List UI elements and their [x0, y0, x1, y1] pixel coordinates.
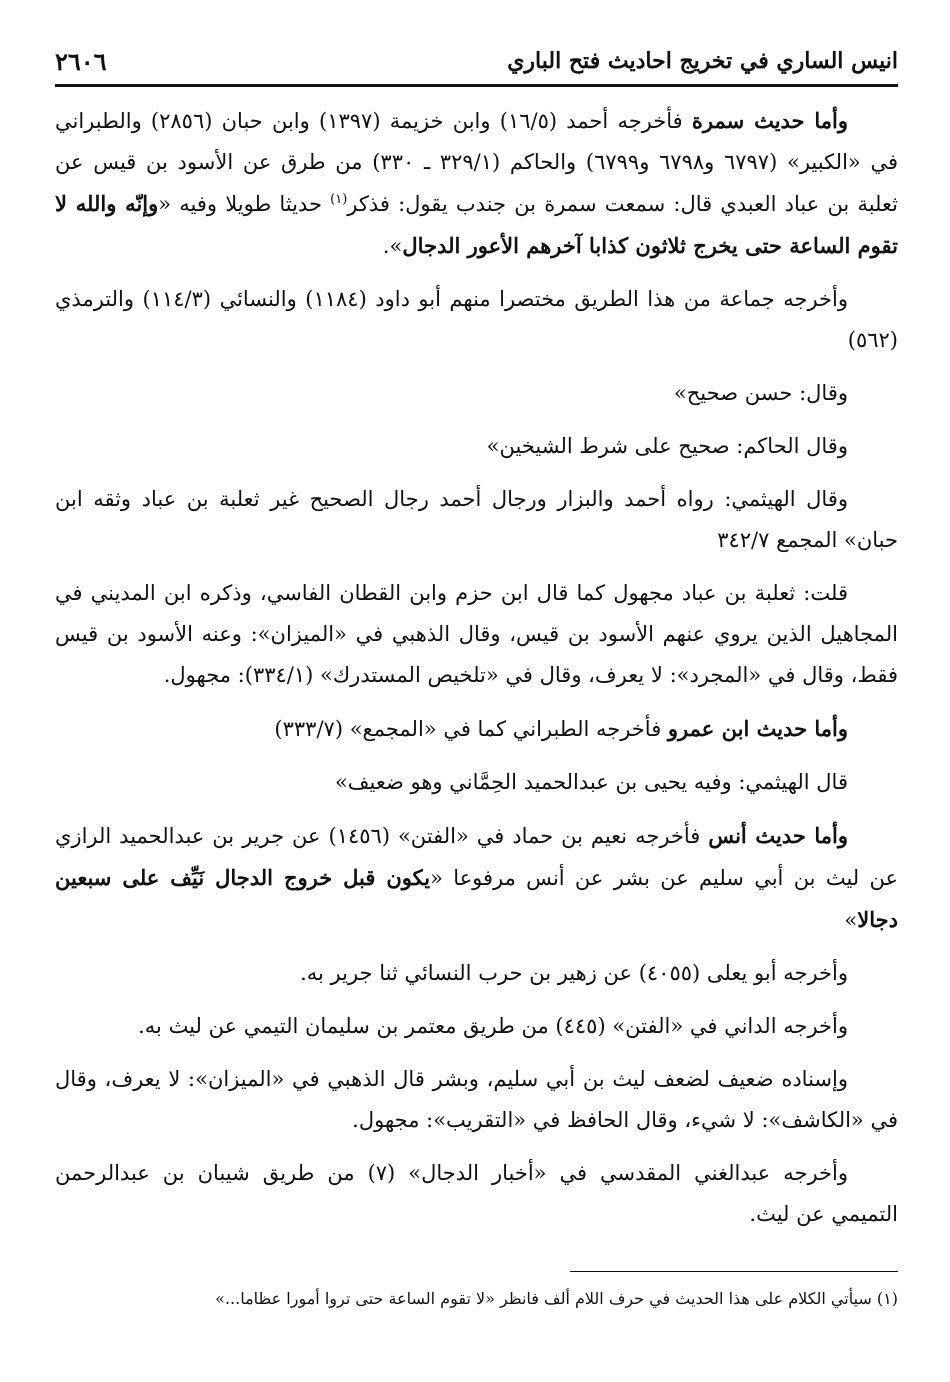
paragraph: وأخرجه جماعة من هذا الطريق مختصرا منهم أبو داود (١١٨٤) والنسائي (١١٤/٣) والترمذي (٥٦٢): [55, 287, 898, 352]
paragraph-anas: وأما حديث أنس فأخرجه نعيم بن حماد في «الفتن» (١٤٥٦) عن جرير بن عبدالحميد الرازي عن ليث بن أبي سليم عن بشر عن أنس مرفوعا «يكون قبل خروج الدجال نَيِّف على سبعين دجالا»: [55, 823, 898, 932]
footnote-separator: [570, 1271, 898, 1272]
header-rule: [55, 84, 898, 87]
running-header: [55, 40, 898, 82]
paragraph: قال الهيثمي: وفيه يحيى بن عبدالحميد الحِمَّاني وهو ضعيف»: [334, 770, 848, 794]
page-number: ٢٦٠٦: [55, 46, 107, 76]
paragraph: وقال: حسن صحيح»: [673, 381, 848, 405]
paragraph: وإسناده ضعيف لضعف ليث بن أبي سليم، وبشر قال الذهبي في «الميزان»: لا يعرف، وقال في «الكاشف»: لا شيء، وقال الحافظ في «التقريب»: مجهول.: [55, 1067, 898, 1132]
paragraph: قلت: ثعلبة بن عباد مجهول كما قال ابن حزم وابن القطان الفاسي، وذكره ابن المديني في المجاهيل الذين يروي عنهم الأسود بن قيس، وقال الذهبي في «الميزان»: وعنه الأسود بن قيس فقط، وقال في «المجرد»: لا يعرف، وقال في «تلخيص المستدرك» (٣٣٤/١): مجهول.: [55, 581, 898, 687]
paragraph: وأخرجه عبدالغني المقدسي في «أخبار الدجال» (٧) من طريق شيبان بن عبدالرحمن التميمي عن ليث.: [55, 1161, 898, 1226]
paragraph: وأخرجه أبو يعلى (٤٠٥٥) عن زهير بن حرب النسائي ثنا جرير به.: [300, 961, 848, 985]
paragraph: وقال الحاكم: صحيح على شرط الشيخين»: [486, 434, 848, 458]
footnote-number: (١): [876, 1289, 898, 1308]
paragraph-samura: وأما حديث سمرة فأخرجه أحمد (١٦/٥) وابن خزيمة (١٣٩٧) وابن حبان (٢٨٥٦) والطبراني في «الكبير» (٦٧٩٧ و٦٧٩٨ و٦٧٩٩) والحاكم (٣٢٩/١ ـ ٣٣٠) من طرق عن الأسود بن قيس عن ثعلبة بن عباد العبدي قال: سمعت سمرة بن جندب يقول: فذكر$^{(١)}$ حديثا طويلا وفيه «وإنّه والله لا تقوم الساعة حتى يخرج ثلاثون كذابا آخرهم الأعور الدجال».: [55, 108, 898, 258]
footnote: [55, 1284, 898, 1314]
main-text: [55, 100, 898, 1247]
paragraph: وأخرجه الداني في «الفتن» (٤٤٥) من طريق معتمر بن سليمان التيمي عن ليث به.: [138, 1014, 848, 1038]
bold-lead: وأما حديث ابن عمرو: [667, 716, 848, 741]
paragraph-ibn-amr: وأما حديث ابن عمرو فأخرجه الطبراني كما في «المجمع» (٣٣٣/٧): [274, 716, 848, 741]
footnote-text: سيأتي الكلام على هذا الحديث في حرف اللام ألف فانظر «لا تقوم الساعة حتى تروا أمورا عظاما...»: [215, 1289, 872, 1308]
hadith-quote: وإنّه والله لا تقوم الساعة حتى يخرج ثلاثون كذابا آخرهم الأعور الدجال: [55, 191, 898, 258]
footnote-ref: (١): [330, 192, 348, 207]
bold-lead: وأما حديث أنس: [708, 823, 849, 848]
paragraph: وقال الهيثمي: رواه أحمد والبزار ورجال أحمد رجال الصحيح غير ثعلبة بن عباد وثقه ابن حبان» المجمع ٣٤٢/٧: [55, 487, 898, 552]
bold-lead: وأما حديث سمرة: [691, 108, 849, 133]
hadith-quote: يكون قبل خروج الدجال نَيِّف على سبعين دجالا: [55, 865, 898, 932]
running-title: انيس الساري في تخريج احاديث فتح الباري: [507, 48, 898, 74]
